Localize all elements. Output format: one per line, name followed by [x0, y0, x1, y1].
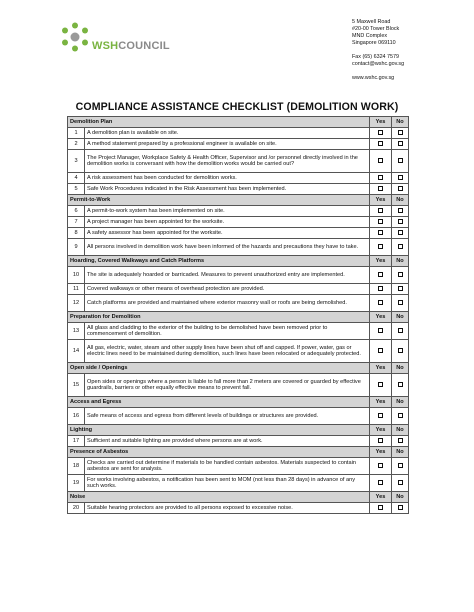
- no-checkbox[interactable]: [398, 186, 403, 191]
- yes-checkbox[interactable]: [378, 244, 383, 249]
- no-column-header: No: [392, 447, 409, 458]
- checklist-row: [68, 323, 409, 340]
- yes-checkbox[interactable]: [378, 413, 383, 418]
- checklist-row: [68, 267, 409, 284]
- yes-checkbox[interactable]: [378, 141, 383, 146]
- address-line: 5 Maxwell Road: [352, 19, 391, 25]
- yes-checkbox[interactable]: [378, 328, 383, 333]
- no-checkbox[interactable]: [398, 480, 403, 485]
- yes-checkbox[interactable]: [378, 219, 383, 224]
- no-checkbox[interactable]: [398, 141, 403, 146]
- yes-checkbox[interactable]: [378, 480, 383, 485]
- item-number: 19: [68, 475, 85, 492]
- checklist-row: [68, 217, 409, 228]
- checklist-row: [68, 173, 409, 184]
- checklist-table: [67, 116, 409, 514]
- no-column-header: No: [392, 117, 409, 128]
- contact-address: [352, 19, 404, 82]
- website-url: www.wshc.gov.sg: [352, 75, 395, 81]
- item-text: All persons involved in demolition work have been informed of the hazards and precautions they have to take.: [85, 239, 370, 256]
- item-text: Suitable hearing protectors are provided to all persons exposed to excessive noise.: [85, 503, 370, 514]
- no-column-header: No: [392, 492, 409, 503]
- item-text: The Project Manager, Workplace Safety & Health Officer, Supervisor and /or personnel directly involved in the demolition works is conversant with how the demolition works would be carried out?: [85, 150, 370, 173]
- section-title: Lighting: [68, 425, 370, 436]
- section-header: [68, 397, 409, 408]
- wshc-logo-wordmark: WSHCOUNCIL: [92, 40, 170, 52]
- checklist-row: [68, 139, 409, 150]
- item-number: 11: [68, 284, 85, 295]
- yes-checkbox[interactable]: [378, 463, 383, 468]
- item-text: A safety assessor has been appointed for the worksite.: [85, 228, 370, 239]
- yes-column-header: Yes: [370, 195, 392, 206]
- yes-column-header: Yes: [370, 425, 392, 436]
- no-checkbox[interactable]: [398, 413, 403, 418]
- no-checkbox[interactable]: [398, 244, 403, 249]
- yes-checkbox[interactable]: [378, 300, 383, 305]
- checklist-row: [68, 228, 409, 239]
- no-checkbox[interactable]: [398, 219, 403, 224]
- item-number: 1: [68, 128, 85, 139]
- item-text: All glass and cladding to the exterior of the building to be demolished have been removed prior to commencement of demolition.: [85, 323, 370, 340]
- item-text: Covered walkways or other means of overhead protection are provided.: [85, 284, 370, 295]
- yes-column-header: Yes: [370, 492, 392, 503]
- item-text: Safe Work Procedures indicated in the Risk Assessment has been implemented.: [85, 184, 370, 195]
- section-header: [68, 117, 409, 128]
- section-header: [68, 363, 409, 374]
- yes-checkbox[interactable]: [378, 505, 383, 510]
- no-checkbox[interactable]: [398, 505, 403, 510]
- page-title: COMPLIANCE ASSISTANCE CHECKLIST (DEMOLITION WORK): [75, 101, 399, 113]
- item-number: 9: [68, 239, 85, 256]
- no-checkbox[interactable]: [398, 463, 403, 468]
- address-line: #20-00 Tower Block: [352, 26, 400, 32]
- yes-column-header: Yes: [370, 256, 392, 267]
- item-number: 4: [68, 173, 85, 184]
- yes-checkbox[interactable]: [378, 186, 383, 191]
- item-text: Safe means of access and egress from different levels of buildings or structures are provided.: [85, 408, 370, 425]
- no-checkbox[interactable]: [398, 130, 403, 135]
- no-checkbox[interactable]: [398, 286, 403, 291]
- item-number: 16: [68, 408, 85, 425]
- item-text: A demolition plan is available on site.: [85, 128, 370, 139]
- item-number: 12: [68, 295, 85, 312]
- item-number: 20: [68, 503, 85, 514]
- wshc-logo-icon: [60, 22, 90, 52]
- no-checkbox[interactable]: [398, 175, 403, 180]
- item-number: 3: [68, 150, 85, 173]
- checklist-row: [68, 206, 409, 217]
- address-line: Singapore 069110: [352, 40, 396, 46]
- yes-column-header: Yes: [370, 363, 392, 374]
- item-text: Open sides or openings where a person is liable to fall more than 2 meters are covered or guarded by effective guardrails, barriers or other equally effective means to prevent fall.: [85, 374, 370, 397]
- section-title: Access and Egress: [68, 397, 370, 408]
- address-line: MND Complex: [352, 33, 388, 39]
- item-text: A method statement prepared by a professional engineer is available on site.: [85, 139, 370, 150]
- no-checkbox[interactable]: [398, 348, 403, 353]
- item-number: 2: [68, 139, 85, 150]
- section-title: Preparation for Demolition: [68, 312, 370, 323]
- yes-checkbox[interactable]: [378, 208, 383, 213]
- section-title: Open side / Openings: [68, 363, 370, 374]
- wshc-logo: [60, 22, 170, 62]
- item-number: 6: [68, 206, 85, 217]
- yes-checkbox[interactable]: [378, 438, 383, 443]
- section-title: Demolition Plan: [68, 117, 370, 128]
- yes-checkbox[interactable]: [378, 382, 383, 387]
- section-title: Permit-to-Work: [68, 195, 370, 206]
- section-title: Noise: [68, 492, 370, 503]
- yes-checkbox[interactable]: [378, 348, 383, 353]
- section-header: [68, 312, 409, 323]
- item-text: A permit-to-work system has been implemented on site.: [85, 206, 370, 217]
- item-text: A project manager has been appointed for the worksite.: [85, 217, 370, 228]
- checklist-row: [68, 150, 409, 173]
- section-header: [68, 447, 409, 458]
- yes-column-header: Yes: [370, 312, 392, 323]
- no-column-header: No: [392, 425, 409, 436]
- item-number: 13: [68, 323, 85, 340]
- checklist-row: [68, 128, 409, 139]
- item-number: 5: [68, 184, 85, 195]
- section-header: [68, 256, 409, 267]
- yes-checkbox[interactable]: [378, 230, 383, 235]
- no-checkbox[interactable]: [398, 300, 403, 305]
- yes-column-header: Yes: [370, 397, 392, 408]
- checklist-row: [68, 374, 409, 397]
- item-number: 7: [68, 217, 85, 228]
- fax-number: Fax (65) 6324 7579: [352, 54, 400, 60]
- item-text: Checks are carried out determine if materials to be handled contain asbestos. Materials suspected to contain asbestos are sent for analysis.: [85, 458, 370, 475]
- no-column-header: No: [392, 195, 409, 206]
- section-title: Presence of Asbestos: [68, 447, 370, 458]
- item-text: The site is adequately hoarded or barricaded. Measures to prevent unauthorized entry are implemented.: [85, 267, 370, 284]
- item-number: 8: [68, 228, 85, 239]
- no-column-header: No: [392, 256, 409, 267]
- item-number: 14: [68, 340, 85, 363]
- yes-column-header: Yes: [370, 117, 392, 128]
- yes-checkbox[interactable]: [378, 158, 383, 163]
- no-checkbox[interactable]: [398, 328, 403, 333]
- checklist-row: [68, 475, 409, 492]
- no-checkbox[interactable]: [398, 230, 403, 235]
- item-number: 17: [68, 436, 85, 447]
- checklist-row: [68, 239, 409, 256]
- section-header: [68, 195, 409, 206]
- no-column-header: No: [392, 312, 409, 323]
- no-checkbox[interactable]: [398, 158, 403, 163]
- yes-checkbox[interactable]: [378, 272, 383, 277]
- no-checkbox[interactable]: [398, 208, 403, 213]
- no-column-header: No: [392, 397, 409, 408]
- checklist-row: [68, 340, 409, 363]
- email-address: contact@wshc.gov.sg: [352, 61, 405, 67]
- yes-checkbox[interactable]: [378, 175, 383, 180]
- item-number: 15: [68, 374, 85, 397]
- checklist-row: [68, 436, 409, 447]
- checklist-row: [68, 284, 409, 295]
- checklist-row: [68, 295, 409, 312]
- yes-checkbox[interactable]: [378, 286, 383, 291]
- section-header: [68, 425, 409, 436]
- item-text: For works involving asbestos, a notification has been sent to MOM (not less than 28 days) in advance of any such works.: [85, 475, 370, 492]
- no-checkbox[interactable]: [398, 382, 403, 387]
- item-text: Catch platforms are provided and maintained where exterior masonry wall or roofs are being demolished.: [85, 295, 370, 312]
- item-text: All gas, electric, water, steam and other supply lines have been shut off and capped. If power, water, gas or electric lines need to be maintained during demolition, such lines have been relocated or adequately protected.: [85, 340, 370, 363]
- checklist-row: [68, 184, 409, 195]
- no-checkbox[interactable]: [398, 438, 403, 443]
- yes-checkbox[interactable]: [378, 130, 383, 135]
- no-checkbox[interactable]: [398, 272, 403, 277]
- checklist-row: [68, 408, 409, 425]
- yes-column-header: Yes: [370, 447, 392, 458]
- checklist-row: [68, 503, 409, 514]
- section-header: [68, 492, 409, 503]
- no-column-header: No: [392, 363, 409, 374]
- item-number: 18: [68, 458, 85, 475]
- item-text: Sufficient and suitable lighting are provided where persons are at work.: [85, 436, 370, 447]
- section-title: Hoarding, Covered Walkways and Catch Platforms: [68, 256, 370, 267]
- item-number: 10: [68, 267, 85, 284]
- checklist-row: [68, 458, 409, 475]
- item-text: A risk assessment has been conducted for demolition works.: [85, 173, 370, 184]
